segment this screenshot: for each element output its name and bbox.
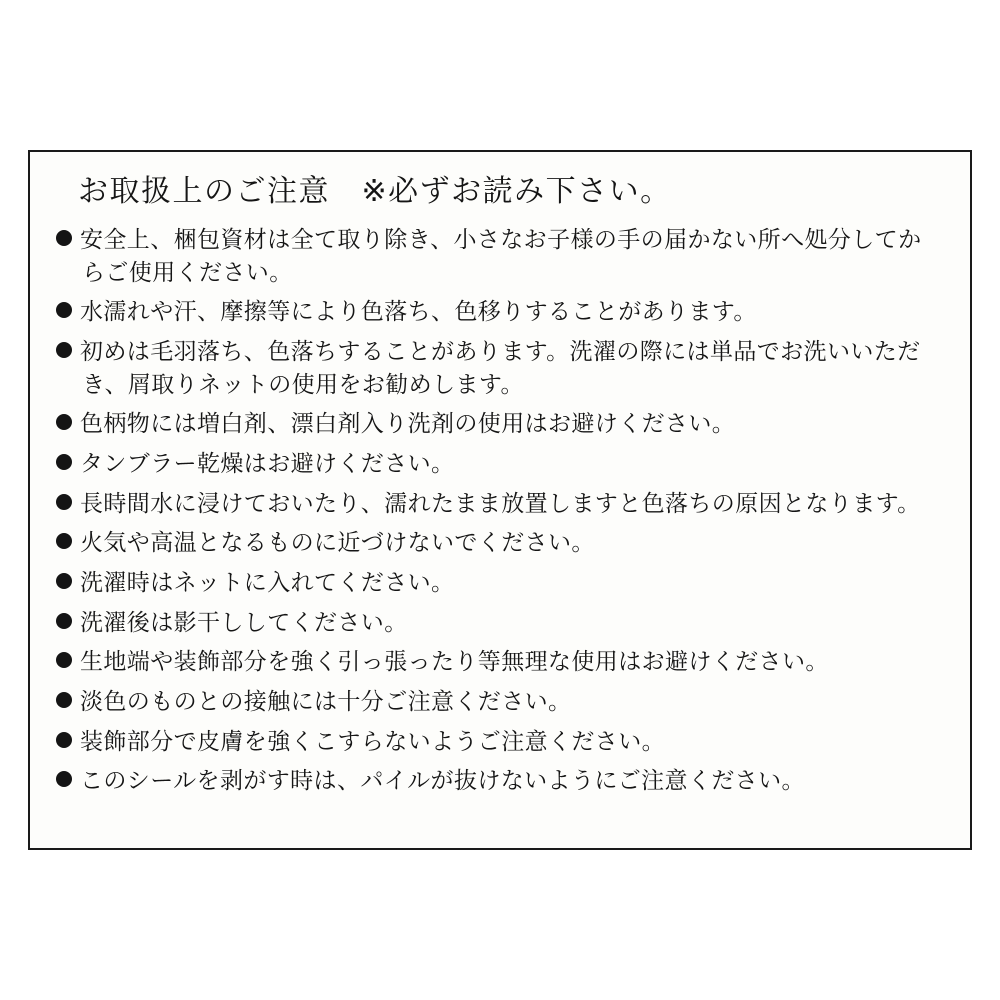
filled-circle-bullet-icon [56,573,72,589]
list-item [56,224,944,289]
list-item [56,567,944,600]
page-title: お取扱上のご注意 ※必ずお読み下さい。 [78,174,672,209]
filled-circle-bullet-icon [56,692,72,708]
filled-circle-bullet-icon [56,230,72,246]
filled-circle-bullet-icon [56,302,72,318]
care-note-text: 装飾部分で皮膚を強くこすらないようご注意ください。 [80,728,665,755]
filled-circle-bullet-icon [56,652,72,668]
list-item [56,646,944,679]
list-item [56,488,944,521]
list-item [56,607,944,640]
care-note-text: 初めは毛羽落ち、色落ちすることがあります。洗濯の際には単品でお洗いいただき、屑取りネットの使用をお勧めします。 [80,338,921,398]
care-note-text: 生地端や装飾部分を強く引っ張ったり等無理な使用はお避けください。 [80,649,829,676]
care-note-text: 洗濯後は影干ししてください。 [80,609,408,636]
filled-circle-bullet-icon [56,613,72,629]
filled-circle-bullet-icon [56,414,72,430]
care-label-content [56,174,944,830]
filled-circle-bullet-icon [56,454,72,470]
list-item [56,527,944,560]
care-note-text: 火気や高温となるものに近づけないでください。 [80,530,595,557]
care-note-text: 水濡れや汗、摩擦等により色落ち、色移りすることがあります。 [80,299,757,326]
list-item [56,765,944,798]
list-item [56,408,944,441]
list-item [56,296,944,329]
care-note-text: 長時間水に浸けておいたり、濡れたまま放置しますと色落ちの原因となります。 [80,490,921,517]
filled-circle-bullet-icon [56,342,72,358]
care-note-text: 色柄物には増白剤、漂白剤入り洗剤の使用はお避けください。 [80,411,736,438]
care-note-text: 安全上、梱包資材は全て取り除き、小さなお子様の手の届かない所へ処分してからご使用ください。 [80,227,922,286]
care-note-text: このシールを剥がす時は、パイルが抜けないようにご注意ください。 [80,768,805,795]
filled-circle-bullet-icon [56,494,72,510]
care-note-text: 淡色のものとの接触には十分ご注意ください。 [80,688,572,715]
care-note-text: タンブラー乾燥はお避けください。 [80,450,455,477]
list-item [56,448,944,481]
filled-circle-bullet-icon [56,533,72,549]
list-item [56,726,944,759]
list-item [56,686,944,719]
filled-circle-bullet-icon [56,732,72,748]
care-notes-list [56,224,944,798]
care-label-card [28,150,972,850]
care-note-text: 洗濯時はネットに入れてください。 [80,569,455,596]
list-item [56,336,944,401]
filled-circle-bullet-icon [56,771,72,787]
